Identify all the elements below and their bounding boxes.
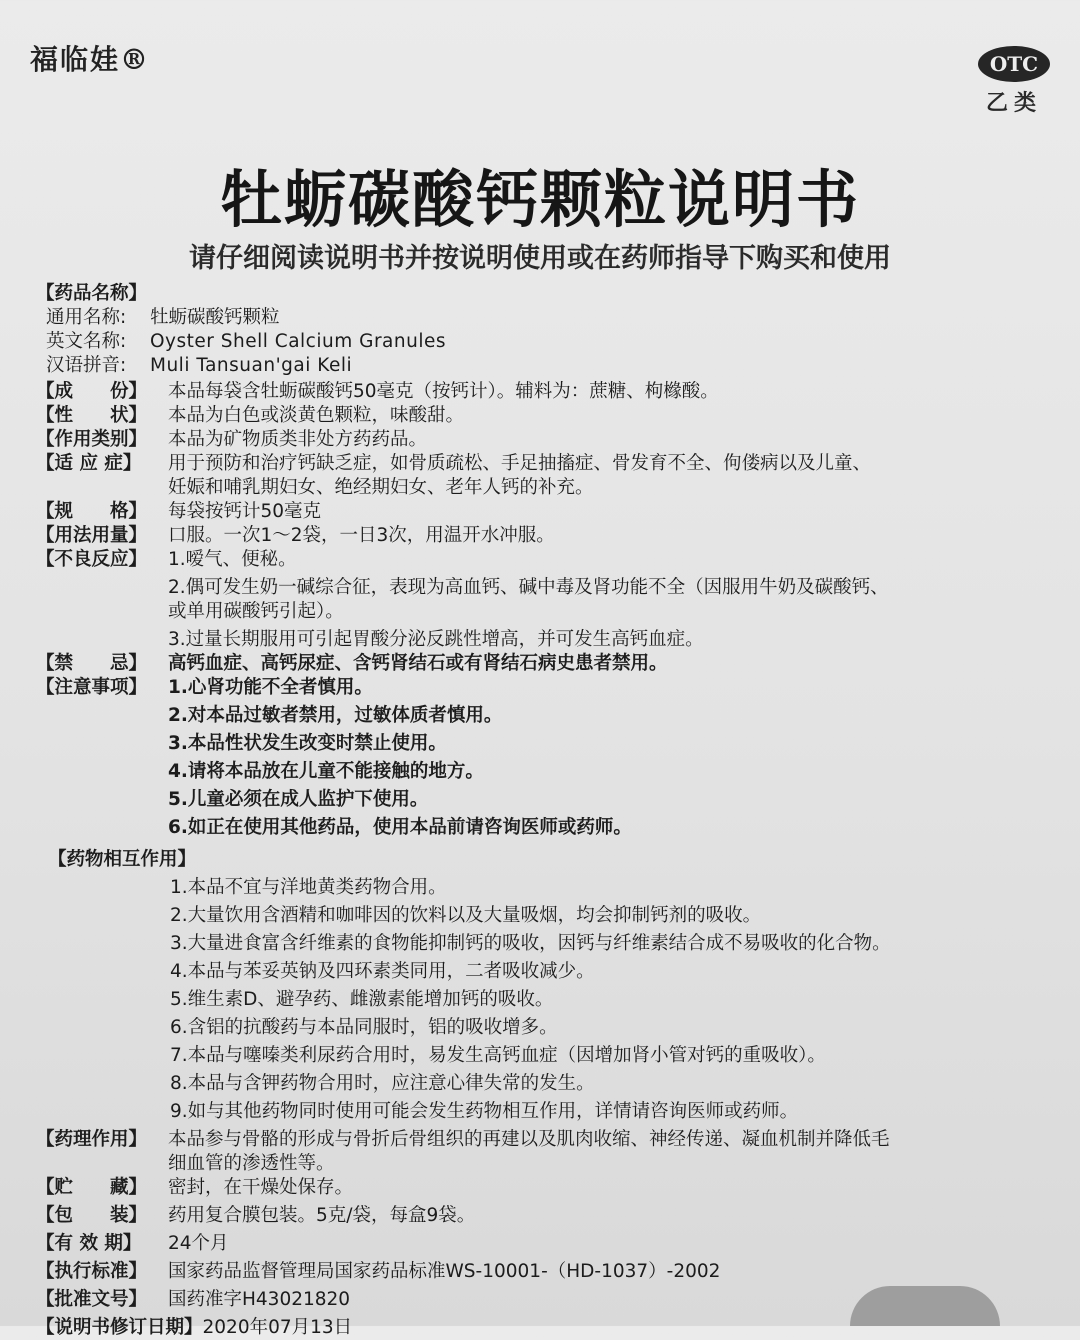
package-text: 药用复合膜包装。5克/袋，每盒9袋。 bbox=[168, 1205, 476, 1226]
storage-text: 密封，在干燥处保存。 bbox=[168, 1177, 354, 1198]
interaction-item-row bbox=[36, 1072, 1056, 1096]
contraindications-label: 【禁 忌】 bbox=[36, 653, 148, 674]
dosage-label: 【用法用量】 bbox=[36, 525, 148, 546]
english-name-row bbox=[36, 330, 1056, 354]
spec-text: 每袋按钙计50毫克 bbox=[168, 501, 322, 522]
drug-name-section bbox=[36, 282, 1056, 306]
adverse-item-row bbox=[36, 628, 1056, 652]
precaution-item-row bbox=[36, 760, 1056, 784]
adverse-item: 或单用碳酸钙引起）。 bbox=[168, 601, 344, 622]
leaflet-body bbox=[36, 282, 1056, 1340]
interaction-item-row bbox=[36, 876, 1056, 900]
brand-logo: 福临娃® bbox=[30, 43, 151, 76]
indications-text-2: 妊娠和哺乳期妇女、绝经期妇女、老年人钙的补充。 bbox=[168, 477, 594, 498]
standard-text: 国家药品监督管理局国家药品标准WS-10001-（HD-1037）-2002 bbox=[168, 1261, 721, 1282]
interaction-item-row bbox=[36, 988, 1056, 1012]
indications-cont-row bbox=[36, 476, 1056, 500]
otc-mark bbox=[974, 46, 1054, 117]
interaction-item-row bbox=[36, 1100, 1056, 1124]
precaution-item-row bbox=[36, 788, 1056, 812]
adverse-item: 1.嗳气、便秘。 bbox=[168, 549, 297, 570]
pinyin-name-value: Muli Tansuan'gai Keli bbox=[150, 355, 353, 376]
character-row bbox=[36, 404, 1056, 428]
precaution-item: 5.儿童必须在成人监护下使用。 bbox=[168, 789, 429, 810]
interactions-heading-row bbox=[36, 848, 1056, 872]
storage-row bbox=[36, 1176, 1056, 1200]
bottom-shadow bbox=[850, 1286, 1000, 1326]
precautions-row bbox=[36, 676, 1056, 700]
precaution-item: 2.对本品过敏者禁用，过敏体质者慎用。 bbox=[168, 705, 503, 726]
generic-name-row bbox=[36, 306, 1056, 330]
interaction-item: 5.维生素D、避孕药、雌激素能增加钙的吸收。 bbox=[170, 989, 554, 1010]
composition-label: 【成 份】 bbox=[36, 381, 148, 402]
precaution-item-row bbox=[36, 704, 1056, 728]
category-row bbox=[36, 428, 1056, 452]
precaution-item-row bbox=[36, 816, 1056, 840]
interaction-item: 3.大量进食富含纤维素的食物能抑制钙的吸收，因钙与纤维素结合成不易吸收的化合物。 bbox=[170, 933, 891, 954]
pharmacology-label: 【药理作用】 bbox=[36, 1129, 148, 1150]
category-label: 【作用类别】 bbox=[36, 429, 148, 450]
character-label: 【性 状】 bbox=[36, 405, 148, 426]
package-row bbox=[36, 1204, 1056, 1228]
interaction-item: 6.含铝的抗酸药与本品同服时，铝的吸收增多。 bbox=[170, 1017, 558, 1038]
pharmacology-text-2: 细血管的渗透性等。 bbox=[168, 1153, 335, 1174]
pharmacology-cont-row bbox=[36, 1152, 1056, 1176]
revision-label: 【说明书修订日期】 bbox=[36, 1317, 203, 1338]
validity-text: 24个月 bbox=[168, 1233, 229, 1254]
adverse-label: 【不良反应】 bbox=[36, 549, 148, 570]
interaction-item: 7.本品与噻嗪类利尿药合用时，易发生高钙血症（因增加肾小管对钙的重吸收）。 bbox=[170, 1045, 826, 1066]
interaction-item-row bbox=[36, 904, 1056, 928]
precaution-item: 4.请将本品放在儿童不能接触的地方。 bbox=[168, 761, 484, 782]
adverse-item-row bbox=[36, 576, 1056, 600]
indications-text-1: 用于预防和治疗钙缺乏症，如骨质疏松、手足抽搐症、骨发育不全、佝偻病以及儿童、 bbox=[168, 453, 872, 474]
approval-text: 国药准字H43021820 bbox=[168, 1289, 351, 1310]
precautions-label: 【注意事项】 bbox=[36, 677, 148, 698]
character-text: 本品为白色或淡黄色颗粒，味酸甜。 bbox=[168, 405, 465, 426]
standard-row bbox=[36, 1260, 1056, 1284]
revision-text: 2020年07月13日 bbox=[202, 1317, 353, 1338]
adverse-item: 3.过量长期服用可引起胃酸分泌反跳性增高，并可发生高钙血症。 bbox=[168, 629, 704, 650]
dosage-row bbox=[36, 524, 1056, 548]
interaction-item-row bbox=[36, 960, 1056, 984]
dosage-text: 口服。一次1～2袋，一日3次，用温开水冲服。 bbox=[168, 525, 555, 546]
interaction-item-row bbox=[36, 1044, 1056, 1068]
pharmacology-text-1: 本品参与骨骼的形成与骨折后骨组织的再建以及肌肉收缩、神经传递、凝血机制并降低毛 bbox=[168, 1129, 890, 1150]
precaution-item: 1.心肾功能不全者慎用。 bbox=[168, 677, 373, 698]
validity-label: 【有 效 期】 bbox=[36, 1233, 142, 1254]
pharmacology-row bbox=[36, 1128, 1056, 1152]
generic-name-label: 通用名称: bbox=[46, 307, 127, 328]
drug-name-label: 【药品名称】 bbox=[36, 283, 148, 304]
interactions-label: 【药物相互作用】 bbox=[48, 849, 197, 870]
page-subtitle: 请仔细阅读说明书并按说明使用或在药师指导下购买和使用 bbox=[189, 243, 891, 274]
page-title: 牡蛎碳酸钙颗粒说明书 bbox=[219, 163, 860, 236]
contraindications-row bbox=[36, 652, 1056, 676]
interaction-item-row bbox=[36, 1016, 1056, 1040]
indications-row bbox=[36, 452, 1056, 476]
adverse-row bbox=[36, 548, 1056, 572]
indications-label: 【适 应 症】 bbox=[36, 453, 142, 474]
standard-label: 【执行标准】 bbox=[36, 1261, 148, 1282]
precaution-item-row bbox=[36, 732, 1056, 756]
approval-label: 【批准文号】 bbox=[36, 1289, 148, 1310]
interaction-item: 8.本品与含钾药物合用时，应注意心律失常的发生。 bbox=[170, 1073, 595, 1094]
generic-name-value: 牡蛎碳酸钙颗粒 bbox=[150, 307, 280, 328]
contraindications-text: 高钙血症、高钙尿症、含钙肾结石或有肾结石病史患者禁用。 bbox=[168, 653, 668, 674]
composition-text: 本品每袋含牡蛎碳酸钙50毫克（按钙计）。辅料为：蔗糖、枸橼酸。 bbox=[168, 381, 719, 402]
package-label: 【包 装】 bbox=[36, 1205, 148, 1226]
interaction-item: 1.本品不宜与洋地黄类药物合用。 bbox=[170, 877, 447, 898]
interaction-item: 4.本品与苯妥英钠及四环素类同用，二者吸收减少。 bbox=[170, 961, 595, 982]
composition-row bbox=[36, 380, 1056, 404]
precaution-item: 6.如正在使用其他药品，使用本品前请咨询医师或药师。 bbox=[168, 817, 632, 838]
pinyin-name-row bbox=[36, 354, 1056, 378]
category-text: 本品为矿物质类非处方药药品。 bbox=[168, 429, 428, 450]
spec-row bbox=[36, 500, 1056, 524]
english-name-value: Oyster Shell Calcium Granules bbox=[150, 331, 447, 352]
adverse-item-row bbox=[36, 600, 1056, 624]
spec-label: 【规 格】 bbox=[36, 501, 148, 522]
storage-label: 【贮 藏】 bbox=[36, 1177, 148, 1198]
pinyin-name-label: 汉语拼音: bbox=[46, 355, 127, 376]
otc-class-label: 乙类 bbox=[985, 91, 1042, 116]
adverse-item: 2.偶可发生奶一碱综合征，表现为高血钙、碱中毒及肾功能不全（因服用牛奶及碳酸钙、 bbox=[168, 577, 889, 598]
interaction-item: 2.大量饮用含酒精和咖啡因的饮料以及大量吸烟，均会抑制钙剂的吸收。 bbox=[170, 905, 762, 926]
interaction-item-row bbox=[36, 932, 1056, 956]
precaution-item: 3.本品性状发生改变时禁止使用。 bbox=[168, 733, 447, 754]
english-name-label: 英文名称: bbox=[46, 331, 127, 352]
interaction-item: 9.如与其他药物同时使用可能会发生药物相互作用，详情请咨询医师或药师。 bbox=[170, 1101, 799, 1122]
validity-row bbox=[36, 1232, 1056, 1256]
otc-badge: OTC bbox=[978, 46, 1050, 82]
